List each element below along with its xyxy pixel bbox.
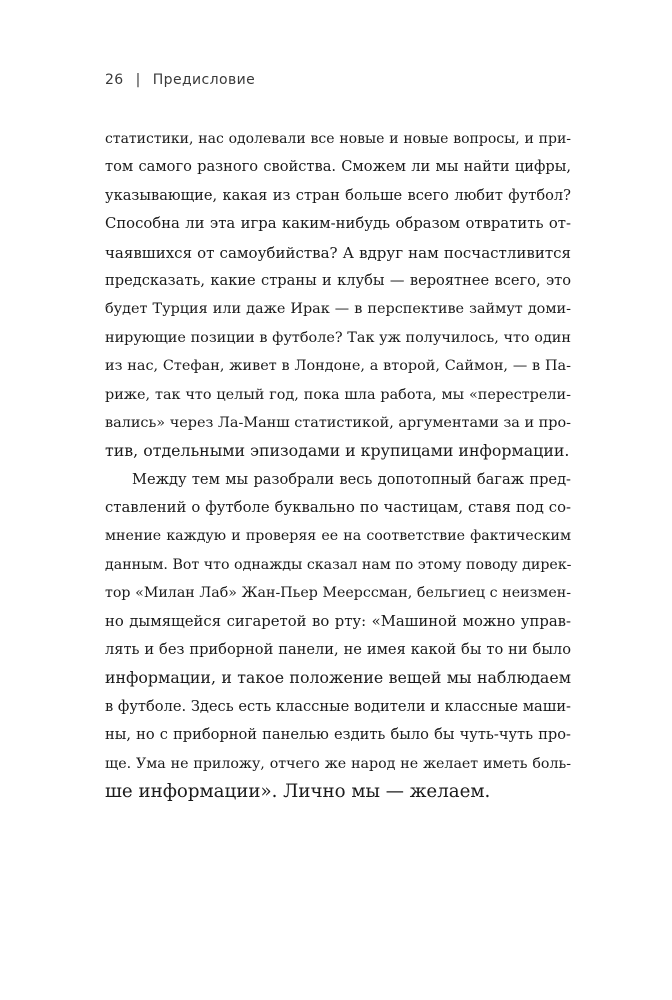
text-line: ще. Ума не приложу, отчего же народ не желает иметь боль- [105,755,571,772]
section-title: Предисловие [152,72,256,88]
text-line: предсказать, какие страны и клубы — вероятнее всего, это [105,271,571,289]
text-line: но дымящейся сигаретой во рту: «Машиной можно управ- [105,612,571,630]
text-line: тор «Милан Лаб» Жан-Пьер Меерссман, бельгиец с неизмен- [105,585,571,602]
text-line: информации, и такое положение вещей мы наблюдаем [105,668,571,688]
body-text [105,125,571,806]
paragraph-2 [105,466,571,807]
text-line: статистики, нас одолевали все новые и новые вопросы, и при- [105,131,571,147]
text-line: будет Турция или даже Ирак — в перспективе займут доми- [105,301,571,318]
paragraph-1 [105,125,571,466]
text-line: чаявшихся от самоубийства? А вдруг нам посчастливится [105,243,571,262]
text-line: данным. Вот что однажды сказал нам по этому поводу дирек- [105,556,572,573]
text-line: указывающие, какая из стран больше всего любит футбол? [105,186,571,204]
text-line: ставлений о футболе буквально по частицам, ставя под со- [105,499,571,517]
text-line: тив, отдельными эпизодами и крупицами информации. [105,441,570,461]
text-line: мнение каждую и проверяя ее на соответствие фактическим [105,528,571,545]
text-line: нирующие позиции в футболе? Так уж получилось, что один [105,329,571,346]
text-line: ше информации». Лично мы — желаем. [105,780,491,802]
page-number: 26 [105,72,124,88]
running-header [105,72,255,88]
text-line: Способна ли эта игра каким-нибудь образом отвратить от- [105,215,571,233]
text-line: Между тем мы разобрали весь допотопный багаж пред- [132,470,571,488]
text-line: риже, так что целый год, пока шла работа, мы «перестрели- [105,386,571,403]
text-line: том самого разного свойства. Сможем ли мы найти цифры, [105,158,571,176]
text-line: в футболе. Здесь есть классные водители и классные маши- [105,697,571,715]
text-line: из нас, Стефан, живет в Лондоне, а второй, Саймон, — в Па- [105,358,571,375]
text-line: лять и без приборной панели, не имея какой бы то ни было [105,641,571,659]
header-separator: | [135,72,141,88]
text-line: ны, но с приборной панелью ездить было бы чуть-чуть про- [105,726,571,744]
text-line: вались» через Ла-Манш статистикой, аргументами за и про- [105,414,571,431]
